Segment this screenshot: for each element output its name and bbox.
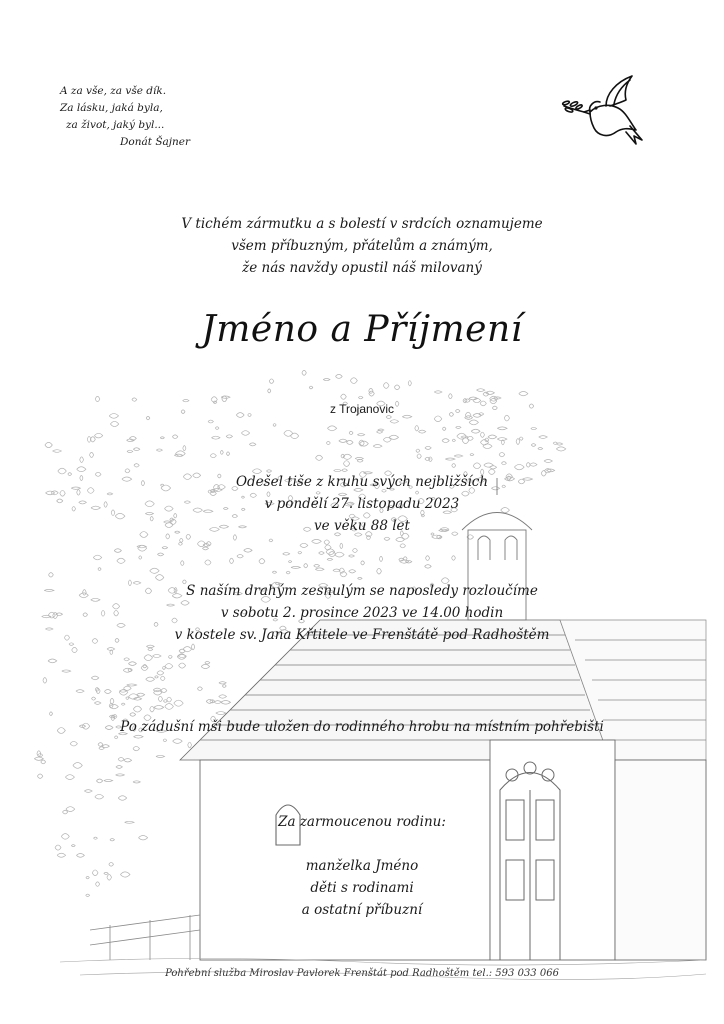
leaf-scribble <box>335 552 344 557</box>
leaf-scribble <box>394 385 400 390</box>
leaf-scribble <box>162 666 165 669</box>
leaf-scribble <box>94 702 101 705</box>
leaf-scribble <box>133 706 141 712</box>
leaf-scribble <box>70 741 77 746</box>
leaf-scribble <box>327 426 336 431</box>
leaf-scribble <box>283 552 290 555</box>
leaf-scribble <box>390 420 399 423</box>
leaf-scribble <box>178 542 182 545</box>
leaf-scribble <box>154 705 164 709</box>
leaf-scribble <box>484 463 493 467</box>
leaf-scribble <box>37 774 42 778</box>
leaf-scribble <box>34 757 43 760</box>
leaf-scribble <box>425 446 431 449</box>
leaf-scribble <box>469 420 478 425</box>
leaf-scribble <box>124 759 132 763</box>
farewell-line-3: v kostele sv. Jana Křtitele ve Frenštátě pod Radhoštěm <box>174 627 550 643</box>
leaf-scribble <box>62 670 71 672</box>
leaf-scribble <box>66 807 75 812</box>
leaf-scribble <box>501 462 506 465</box>
leaf-scribble <box>288 561 291 563</box>
leaf-scribble <box>153 654 162 657</box>
leaf-scribble <box>531 444 536 447</box>
leaf-scribble <box>314 564 320 567</box>
leaf-scribble <box>429 457 433 462</box>
leaf-scribble <box>174 700 183 706</box>
leaf-scribble <box>323 379 330 381</box>
leaf-scribble <box>291 566 300 568</box>
leaf-scribble <box>146 677 155 681</box>
leaf-scribble <box>84 790 92 793</box>
leaf-scribble <box>165 664 173 669</box>
leaf-scribble <box>73 763 82 769</box>
leaf-scribble <box>272 571 276 573</box>
leaf-scribble <box>121 703 125 705</box>
leaf-scribble <box>470 454 474 456</box>
mourners-line-1: manželka Jméno <box>305 858 419 874</box>
leaf-scribble <box>226 435 232 438</box>
leaf-scribble <box>379 556 382 561</box>
leaf-scribble <box>340 543 343 548</box>
leaf-scribble <box>90 452 94 457</box>
leaf-scribble <box>205 661 210 664</box>
leaf-scribble <box>539 436 548 439</box>
leaf-scribble <box>415 426 419 431</box>
leaf-scribble <box>377 568 382 574</box>
leaf-scribble <box>519 437 523 440</box>
leaf-scribble <box>219 682 226 684</box>
leaf-scribble <box>222 685 226 688</box>
leaf-scribble <box>160 437 164 439</box>
fence-sketch <box>90 915 200 960</box>
leaf-scribble <box>133 746 140 750</box>
leaf-scribble <box>133 781 140 783</box>
leaf-scribble <box>350 378 357 384</box>
leaf-scribble <box>179 649 185 653</box>
leaf-scribble <box>130 713 136 717</box>
leaf-scribble <box>77 467 86 472</box>
leaf-scribble <box>94 433 102 438</box>
leaf-scribble <box>488 435 497 439</box>
funeral-service-footer: Pohřební služba Miroslav Pavlorek Frenštát pod Radhoštěm tel.: 593 033 066 <box>165 968 559 979</box>
leaf-scribble <box>226 452 229 456</box>
leaf-scribble <box>516 439 520 445</box>
leaf-scribble <box>180 538 184 542</box>
leaf-scribble <box>298 551 302 554</box>
leaf-scribble <box>156 449 162 451</box>
leaf-scribble <box>477 389 485 392</box>
leaf-scribble <box>76 690 84 693</box>
leaf-scribble <box>327 558 333 560</box>
leaf-scribble <box>157 671 164 675</box>
leaf-scribble <box>212 436 221 439</box>
leaf-scribble <box>208 420 213 423</box>
leaf-scribble <box>538 448 543 450</box>
leaf-scribble <box>126 697 129 700</box>
leaf-scribble <box>215 427 219 430</box>
leaf-scribble <box>497 427 507 430</box>
leaf-scribble <box>312 539 322 543</box>
leaf-scribble <box>268 389 271 393</box>
leaf-scribble <box>174 454 182 456</box>
leaf-scribble <box>418 430 425 433</box>
leaf-scribble <box>168 655 172 658</box>
leaf-scribble <box>467 436 473 440</box>
quote-line: za život, jaký byl... <box>66 119 165 131</box>
leaf-scribble <box>426 556 430 561</box>
leaf-scribble <box>98 568 101 571</box>
death-line-3: ve věku 88 let <box>314 518 410 534</box>
farewell-line-1: S naším drahým zesnulým se naposledy rozloučíme <box>186 583 538 599</box>
leaf-scribble <box>55 845 61 850</box>
leaf-scribble <box>384 537 390 540</box>
leaf-scribble <box>355 457 363 459</box>
leaf-scribble <box>219 695 227 698</box>
leaf-scribble <box>383 383 389 389</box>
deceased-origin: z Trojanovic <box>329 402 395 416</box>
leaf-scribble <box>408 381 411 386</box>
leaf-scribble <box>286 571 290 574</box>
dove-with-olive-branch-icon <box>560 70 650 150</box>
leaf-scribble <box>102 745 109 748</box>
leaf-scribble <box>146 645 154 648</box>
leaf-scribble <box>156 755 165 757</box>
leaf-scribble <box>273 424 276 427</box>
leaf-scribble <box>483 444 492 449</box>
leaf-scribble <box>349 431 353 434</box>
quote-line: A za vše, za vše dík. <box>60 85 167 97</box>
leaf-scribble <box>358 577 363 579</box>
mourners-heading: Za zarmoucenou rodinu: <box>278 814 446 830</box>
death-line-2: v pondělí 27. listopadu 2023 <box>264 496 460 512</box>
leaf-scribble <box>123 668 131 672</box>
leaf-scribble <box>216 712 226 715</box>
intro-line-2: všem příbuzným, přátelům a známým, <box>231 238 493 254</box>
leaf-scribble <box>150 568 160 573</box>
leaf-scribble <box>150 706 155 712</box>
leaf-scribble <box>284 430 293 436</box>
leaf-scribble <box>116 765 123 768</box>
leaf-scribble <box>43 678 47 684</box>
leaf-scribble <box>160 676 165 680</box>
leaf-scribble <box>155 676 159 678</box>
leaf-scribble <box>452 464 456 468</box>
leaf-scribble <box>336 374 343 378</box>
leaf-scribble <box>442 439 449 443</box>
death-line-1: Odešel tiše z kruhu svých nejbližších <box>235 474 489 490</box>
leaf-scribble <box>172 435 177 439</box>
leaf-scribble <box>163 739 167 742</box>
leaf-scribble <box>71 845 75 847</box>
leaf-scribble <box>110 698 114 704</box>
leaf-scribble <box>96 779 102 783</box>
leaf-scribble <box>237 554 243 558</box>
leaf-scribble <box>201 664 209 668</box>
farewell-line-2: v sobotu 2. prosince 2023 ve 14.00 hodin <box>220 605 504 621</box>
leaf-scribble <box>304 564 308 568</box>
leaf-scribble <box>361 561 365 565</box>
leaf-scribble <box>269 539 273 542</box>
leaf-scribble <box>161 688 167 692</box>
leaf-scribble <box>133 448 140 451</box>
leaf-scribble <box>471 429 480 433</box>
leaf-scribble <box>259 559 265 564</box>
leaf-scribble <box>205 560 211 565</box>
leaf-scribble <box>127 450 133 452</box>
leaf-scribble <box>347 440 354 444</box>
leaf-scribble <box>339 439 347 442</box>
leaf-scribble <box>157 553 163 556</box>
leaf-scribble <box>315 568 324 571</box>
leaf-scribble <box>61 834 69 840</box>
leaf-scribble <box>445 458 455 460</box>
leaf-scribble <box>244 549 252 553</box>
memorial-quote <box>60 83 210 151</box>
leaf-scribble <box>300 543 308 547</box>
leaf-scribble <box>456 426 461 428</box>
leaf-scribble <box>454 455 463 457</box>
leaf-scribble <box>473 463 481 469</box>
leaf-scribble <box>104 780 113 782</box>
leaf-scribble <box>373 445 382 448</box>
leaf-scribble <box>165 704 174 710</box>
leaf-scribble <box>324 540 330 545</box>
leaf-scribble <box>155 575 163 581</box>
quote-line: Za lásku, jaká byla, <box>60 102 163 114</box>
leaf-scribble <box>229 558 233 563</box>
leaf-scribble <box>41 760 46 764</box>
leaf-scribble <box>480 432 484 437</box>
leaf-scribble <box>144 655 153 661</box>
leaf-scribble <box>416 449 420 452</box>
leaf-scribble <box>343 461 349 467</box>
intro-line-1: V tichém zármutku a s bolestí v srdcích oznamujeme <box>181 216 543 232</box>
leaf-scribble <box>65 775 74 780</box>
leaf-scribble <box>319 552 325 555</box>
leaf-scribble <box>396 538 405 542</box>
leaf-scribble <box>197 687 202 691</box>
leaf-scribble <box>316 455 323 460</box>
leaf-scribble <box>486 391 495 394</box>
leaf-scribble <box>369 391 375 396</box>
leaf-scribble <box>417 454 421 459</box>
leaf-scribble <box>127 684 137 686</box>
mourners-line-3: a ostatní příbuzní <box>301 902 423 918</box>
leaf-scribble <box>183 446 186 451</box>
leaf-scribble <box>519 392 528 396</box>
leaf-scribble <box>241 431 249 436</box>
leaf-scribble <box>167 697 172 702</box>
leaf-scribble <box>48 659 57 663</box>
leaf-scribble <box>94 837 98 839</box>
leaf-scribble <box>117 558 125 563</box>
leaf-scribble <box>302 370 306 375</box>
leaf-scribble <box>49 573 54 577</box>
leaf-scribble <box>162 547 168 549</box>
leaf-scribble <box>45 442 52 447</box>
leaf-scribble <box>91 676 99 680</box>
leaf-scribble <box>452 556 456 561</box>
leaf-scribble <box>531 427 537 429</box>
leaf-scribble <box>490 466 497 469</box>
leaf-scribble <box>442 427 446 430</box>
burial-info: Po zádušní mši bude uložen do rodinného hrobu na místním pohřebišti <box>120 719 604 735</box>
leaf-scribble <box>181 561 185 566</box>
leaf-scribble <box>449 394 453 399</box>
leaf-scribble <box>353 548 358 552</box>
leaf-scribble <box>326 441 330 444</box>
leaf-scribble <box>188 742 192 748</box>
leaf-scribble <box>134 464 139 467</box>
leaf-scribble <box>425 565 432 569</box>
leaf-scribble <box>400 544 406 548</box>
leaf-scribble <box>499 452 505 456</box>
mourners-line-2: děti s rodinami <box>310 880 414 896</box>
leaf-scribble <box>116 774 125 776</box>
leaf-scribble <box>249 443 256 446</box>
leaf-scribble <box>104 690 111 694</box>
leaf-scribble <box>93 555 101 560</box>
leaf-scribble <box>124 658 130 661</box>
leaf-scribble <box>118 757 124 761</box>
leaf-scribble <box>118 796 127 801</box>
leaf-scribble <box>202 547 208 550</box>
leaf-scribble <box>183 647 192 652</box>
leaf-scribble <box>210 454 216 458</box>
leaf-scribble <box>139 556 142 559</box>
leaf-scribble <box>158 696 162 701</box>
leaf-scribble <box>349 570 356 573</box>
leaf-scribble <box>110 421 118 426</box>
deceased-name: Jméno a Příjmení <box>201 309 523 350</box>
leaf-scribble <box>148 648 153 651</box>
chapel-wall-sketch <box>200 740 706 960</box>
leaf-scribble <box>434 391 442 394</box>
quote-author: Donát Šajner <box>120 136 191 148</box>
leaf-scribble <box>179 663 186 668</box>
leaf-scribble <box>114 549 121 553</box>
leaf-scribble <box>556 443 563 445</box>
leaf-scribble <box>514 464 524 469</box>
leaf-scribble <box>128 662 136 666</box>
leaf-scribble <box>309 386 313 389</box>
leaf-scribble <box>139 836 148 840</box>
leaf-scribble <box>53 450 62 453</box>
leaf-scribble <box>452 439 455 442</box>
leaf-scribble <box>110 839 115 841</box>
intro-line-3: že nás navždy opustil náš milovaný <box>242 260 482 276</box>
leaf-scribble <box>221 701 231 705</box>
leaf-scribble <box>176 451 186 457</box>
leaf-scribble <box>556 447 566 451</box>
leaf-scribble <box>173 739 183 744</box>
leaf-scribble <box>357 434 364 436</box>
leaf-scribble <box>220 451 223 455</box>
leaf-scribble <box>95 794 104 799</box>
leaf-scribble <box>389 435 398 439</box>
leaf-scribble <box>80 457 84 463</box>
leaf-scribble <box>214 701 221 704</box>
leaf-scribble <box>49 712 52 716</box>
leaf-scribble <box>349 555 355 557</box>
leaf-scribble <box>530 463 537 466</box>
leaf-scribble <box>72 647 78 652</box>
leaf-scribble <box>269 379 274 384</box>
leaf-scribble <box>92 697 96 700</box>
leaf-scribble <box>544 460 552 463</box>
